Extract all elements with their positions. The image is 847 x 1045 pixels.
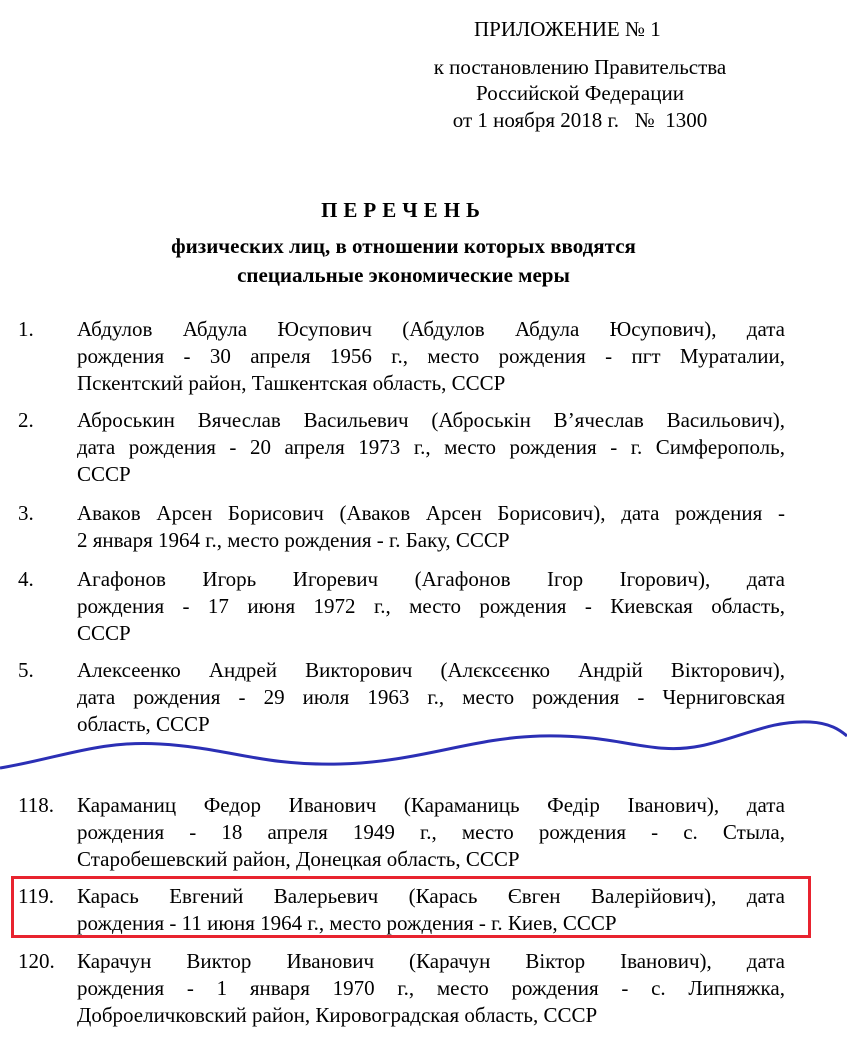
- list-item-line: Агафонов Игорь Игоревич (Агафонов Ігор Ігорович), дата: [77, 567, 785, 591]
- list-item-line: Аваков Арсен Борисович (Аваков Арсен Борисович), дата рождения -: [77, 501, 785, 525]
- list-item-line: рождения - 1 января 1970 г., место рождения - с. Липняжка,: [77, 976, 785, 1000]
- list-item-line: Старобешевский район, Донецкая область, СССР: [77, 847, 520, 871]
- decree-reference-line-1: к постановлению Правительства: [433, 55, 727, 79]
- list-item-number: 5.: [18, 658, 34, 682]
- list-item-line: Карась Евгений Валерьевич (Карась Євген Валерійович), дата: [77, 884, 785, 908]
- list-item-text: [77, 316, 785, 397]
- list-item-number: 1.: [18, 317, 34, 341]
- list-subtitle-line-1: физических лиц, в отношении которых вводятся: [171, 234, 636, 258]
- list-item-line: рождения - 11 июня 1964 г., место рождения - г. Киев, СССР: [77, 911, 617, 935]
- list-item-line: СССР: [77, 462, 131, 486]
- list-item-line: 2 января 1964 г., место рождения - г. Баку, СССР: [77, 528, 510, 552]
- list-item-line: рождения - 17 июня 1972 г., место рождения - Киевская область,: [77, 594, 785, 618]
- list-item-line: Абдулов Абдула Юсупович (Абдулов Абдула Юсупович), дата: [77, 317, 785, 341]
- list-item-number: 4.: [18, 567, 34, 591]
- decree-reference-line-3: от 1 ноября 2018 г. № 1300: [452, 108, 708, 132]
- list-item-text: [77, 500, 785, 554]
- appendix-label: ПРИЛОЖЕНИЕ № 1: [474, 17, 661, 41]
- list-item-number: 3.: [18, 501, 34, 525]
- list-item-line: Аброськин Вячеслав Васильевич (Аброськін В’ячеслав Васильович),: [77, 408, 785, 432]
- list-item-line: рождения - 18 апреля 1949 г., место рождения - с. Стыла,: [77, 820, 785, 844]
- list-item-number: 120.: [18, 949, 55, 973]
- list-item-line: Караманиц Федор Иванович (Караманиць Федір Іванович), дата: [77, 793, 785, 817]
- list-item-line: область, СССР: [77, 712, 210, 736]
- list-item-text: [77, 948, 785, 1029]
- list-item-number: 118.: [18, 793, 54, 817]
- list-item-text: [77, 792, 785, 873]
- list-item-line: Доброеличковский район, Кировоградская область, СССР: [77, 1003, 598, 1027]
- highlight-frame: [11, 876, 811, 938]
- list-subtitle-line-2: специальные экономические меры: [237, 263, 570, 287]
- list-item-number: 2.: [18, 408, 34, 432]
- list-item-line: Карачун Виктор Иванович (Карачун Віктор Іванович), дата: [77, 949, 785, 973]
- list-item-text: [77, 566, 785, 647]
- list-item-line: Пскентский район, Ташкентская область, СССР: [77, 371, 506, 395]
- omission-wave-line: [0, 710, 847, 780]
- omission-wave-path: [0, 722, 847, 768]
- decree-reference-line-2: Российской Федерации: [476, 81, 684, 105]
- list-item-line: СССР: [77, 621, 131, 645]
- list-item-text: [77, 407, 785, 488]
- list-item-number: 119.: [18, 884, 54, 908]
- list-item-line: дата рождения - 29 июля 1963 г., место рождения - Черниговская: [77, 685, 785, 709]
- list-item-line: Алексеенко Андрей Викторович (Алєксєєнко Андрій Вікторович),: [77, 658, 785, 682]
- list-item-line: дата рождения - 20 апреля 1973 г., место рождения - г. Симферополь,: [77, 435, 785, 459]
- list-title: ПЕРЕЧЕНЬ: [321, 198, 486, 222]
- list-item-line: рождения - 30 апреля 1956 г., место рождения - пгт Мураталии,: [77, 344, 785, 368]
